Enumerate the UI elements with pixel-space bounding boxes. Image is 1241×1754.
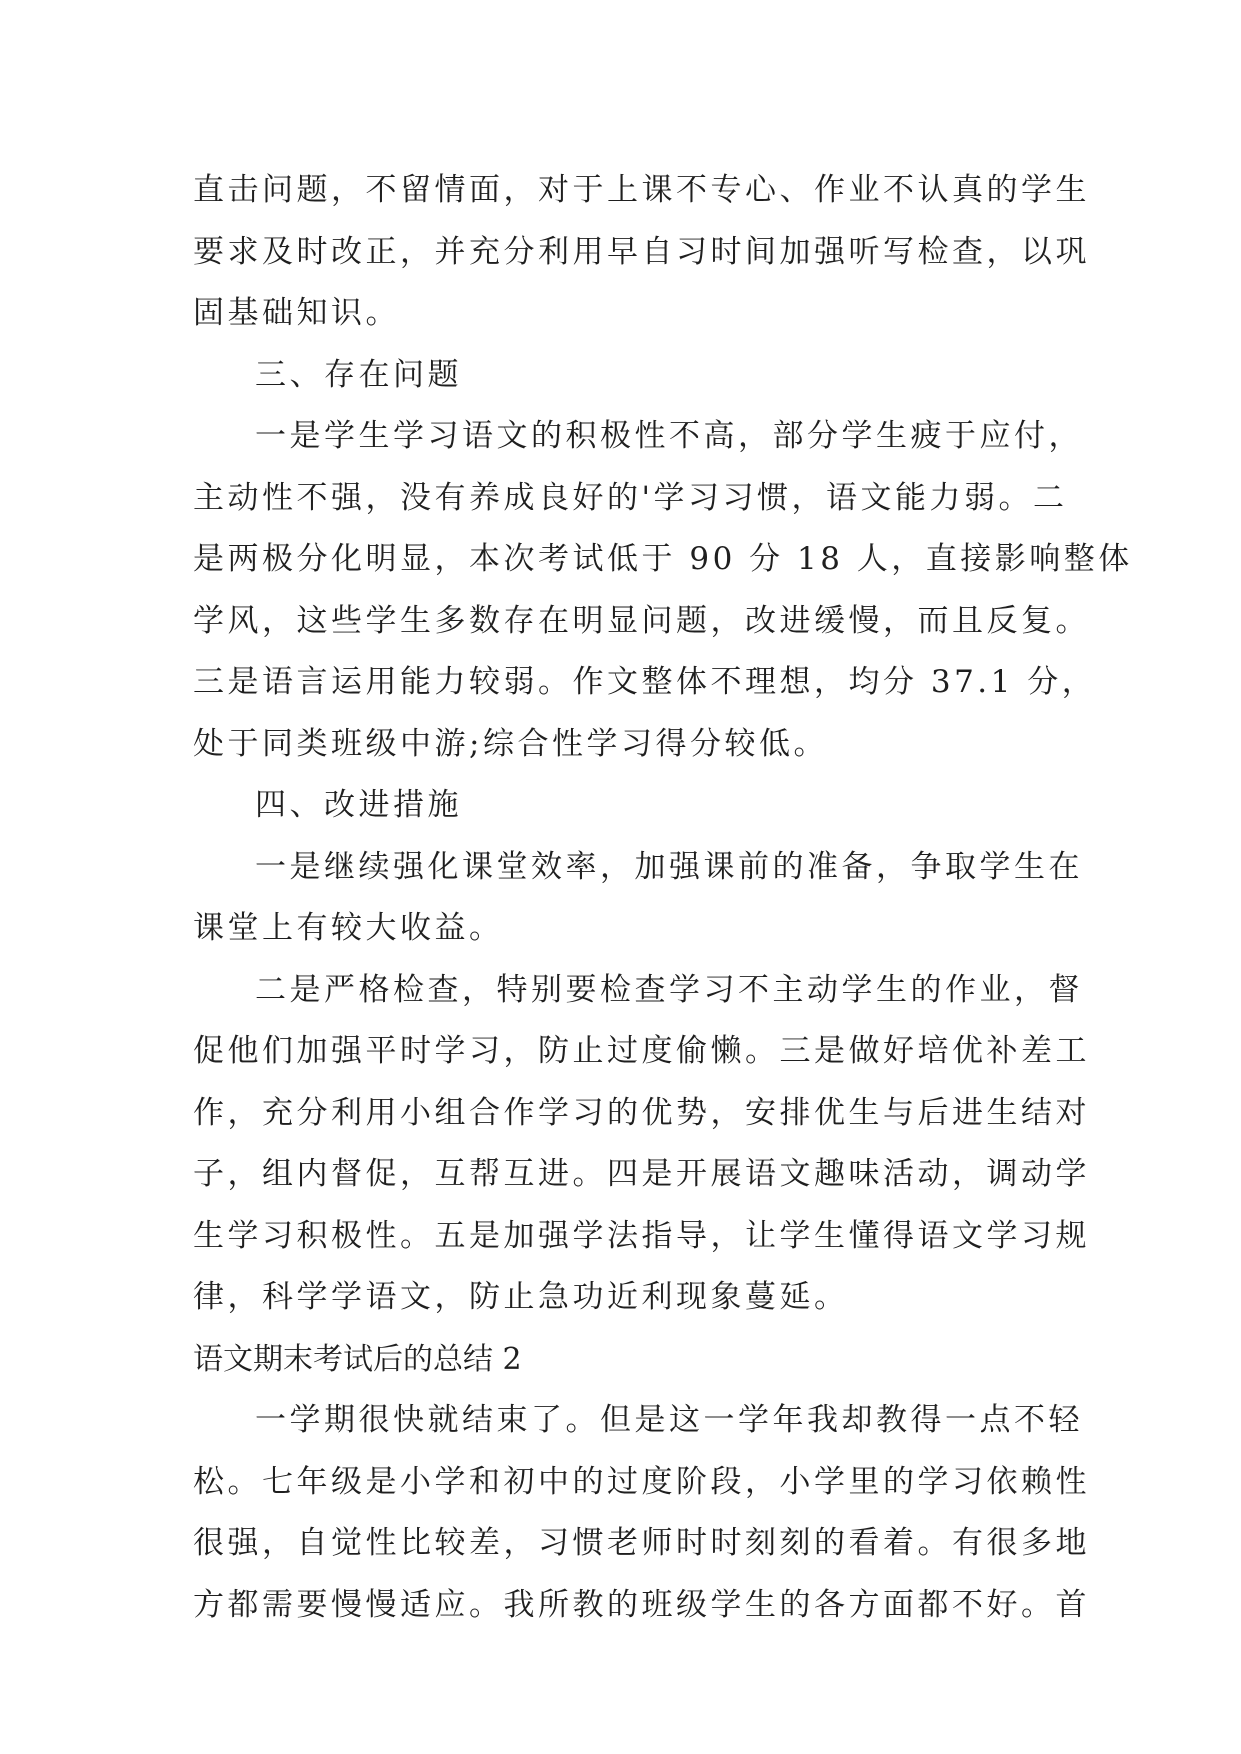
text-line: 促他们加强平时学习，防止过度偷懒。三是做好培优补差工 (193, 1033, 1090, 1069)
text-line: 课堂上有较大收益。 (193, 910, 504, 946)
text-line: 二是严格检查，特别要检查学习不主动学生的作业，督 (255, 971, 1083, 1008)
text-line: 生学习积极性。五是加强学法指导，让学生懂得语文学习规 (193, 1217, 1090, 1254)
text-line: 作，充分利用小组合作学习的优势，安排优生与后进生结对 (193, 1094, 1090, 1131)
text-line: 很强，自觉性比较差，习惯老师时时刻刻的看着。有很多地 (193, 1525, 1090, 1561)
text-line: 三、存在问题 (255, 356, 462, 393)
text-line: 要求及时改正，并充分利用早自习时间加强听写检查，以巩 (193, 233, 1090, 270)
section-title: 语文期末考试后的总结 2 (193, 1341, 522, 1377)
text-line: 直击问题，不留情面，对于上课不专心、作业不认真的学生 (193, 172, 1090, 208)
text-line: 松。七年级是小学和初中的过度阶段，小学里的学习依赖性 (193, 1463, 1090, 1500)
text-line: 主动性不强，没有养成良好的'学习习惯，语文能力弱。二 (193, 479, 1068, 516)
text-line: 三是语言运用能力较弱。作文整体不理想，均分 37.1 分， (193, 664, 1097, 700)
text-line: 律，科学学语文，防止急功近利现象蔓延。 (193, 1279, 849, 1315)
text-line: 一是学生学习语文的积极性不高，部分学生疲于应付， (255, 418, 1083, 454)
text-line: 学风，这些学生多数存在明显问题，改进缓慢，而且反复。 (193, 602, 1090, 639)
text-line: 处于同类班级中游;综合性学习得分较低。 (193, 725, 828, 762)
text-line: 一学期很快就结束了。但是这一学年我却教得一点不轻 (255, 1402, 1083, 1438)
text-line: 方都需要慢慢适应。我所教的班级学生的各方面都不好。首 (193, 1586, 1090, 1623)
text-line: 固基础知识。 (193, 295, 400, 331)
text-line: 子，组内督促，互帮互进。四是开展语文趣味活动，调动学 (193, 1156, 1090, 1192)
text-line: 一是继续强化课堂效率，加强课前的准备，争取学生在 (255, 848, 1083, 885)
text-line: 四、改进措施 (255, 787, 462, 823)
text-line: 是两极分化明显，本次考试低于 90 分 18 人，直接影响整体 (193, 541, 1133, 577)
document-body (193, 160, 1133, 1636)
